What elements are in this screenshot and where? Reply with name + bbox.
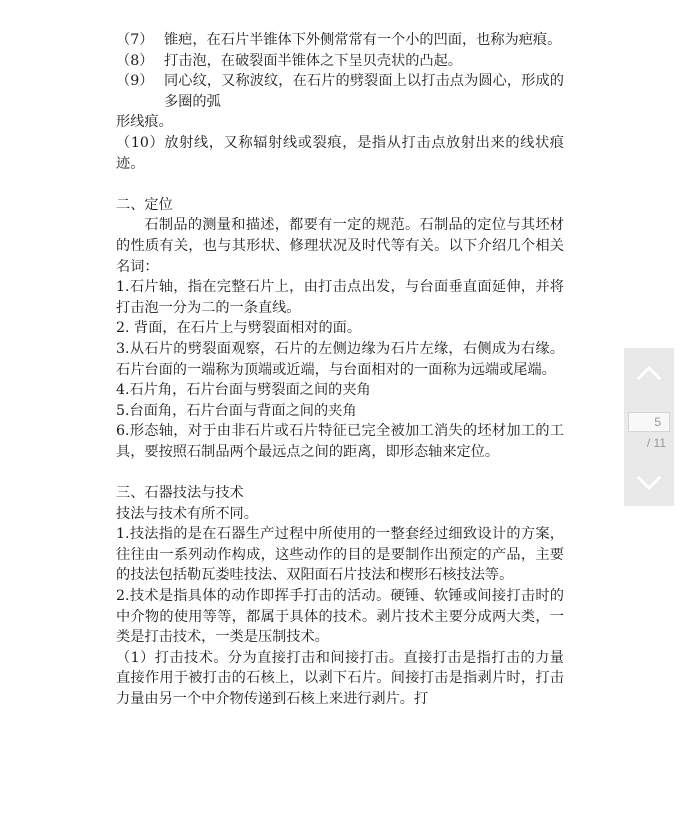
paragraph: 4.石片角，石片台面与劈裂面之间的夹角 [116, 382, 371, 399]
blank-line [116, 174, 564, 195]
total-pages: / 11 [646, 436, 666, 450]
blank-line [116, 462, 564, 483]
paragraph: 二、定位 [116, 196, 173, 213]
chevron-up-icon [636, 365, 662, 381]
paragraph: 2.技术是指具体的动作即挥手打击的活动。硬锤、软锤或间接打击时的中介物的使用等等，都属于具体的技术。剥片技术主要分成两大类，一类是打击技术，一类是压制技术。 [116, 588, 564, 646]
list-item [116, 71, 564, 112]
list-item-number: （8） [116, 52, 154, 69]
paragraph: 5.台面角，石片台面与背面之间的夹角 [116, 402, 357, 419]
current-page-input[interactable]: 5 [628, 412, 670, 432]
list-item-number: （9） [116, 73, 154, 90]
paragraph: 3.从石片的劈裂面观察，石片的左侧边缘为石片左缘，右侧成为右缘。石片台面的一端称为顶端或近端，与台面相对的一面称为远端或尾端。 [116, 340, 564, 378]
paragraph: 技法与技术有所不同。 [116, 505, 258, 522]
paragraph: （10）放射线，又称辐射线或裂痕，是指从打击点放射出来的线状痕迹。 [116, 134, 564, 172]
page-navigator [624, 348, 674, 506]
paragraph: 形线痕。 [116, 114, 173, 131]
list-item-number: （7） [116, 32, 154, 48]
list-item-text: 打击泡，在破裂面半锥体之下呈贝壳状的凸起。 [164, 52, 462, 69]
list-item-text: 同心纹，又称波纹，在石片的劈裂面上以打击点为圆心，形成的多圈的弧 [164, 73, 564, 110]
chevron-down-icon [636, 475, 662, 491]
paragraph: 1.石片轴，指在完整石片上，由打击点出发，与台面垂直面延伸，并将打击泡一分为二的一条直线。 [116, 279, 564, 316]
paragraph: 2. 背面，在石片上与劈裂面相对的面。 [116, 320, 362, 337]
list-item-text: 锥疤，在石片半锥体下外侧常常有一个小的凹面，也称为疤痕。 [164, 32, 562, 48]
paragraph: 三、石器技法与技术 [116, 485, 244, 502]
prev-page-button[interactable] [624, 348, 674, 398]
paragraph: （1）打击技术。分为直接打击和间接打击。直接打击是指打击的力量直接作用于被打击的石核上，以剥下石片。间接打击是指剥片时，打击力量由另一个中介物传递到石核上来进行剥片。打 [116, 649, 564, 707]
document-body [116, 30, 564, 710]
list-item [116, 51, 564, 72]
paragraph: 1.技法指的是在石器生产过程中所使用的一整套经过细致设计的方案，往往由一系列动作构成，这些动作的目的是要制作出预定的产品，主要的技法包括勒瓦娄哇技法、双阳面石片技法和楔形石核技法等。 [116, 526, 564, 584]
next-page-button[interactable] [624, 458, 674, 508]
paragraph: 石制品的测量和描述，都要有一定的规范。石制品的定位与其坯材的性质有关，也与其形状、修理状况及时代等有关。以下介绍几个相关名词： [116, 217, 564, 275]
paragraph: 6.形态轴，对于由非石片或石片特征已完全被加工消失的坯材加工的工具，要按照石制品两个最远点之间的距离，即形态轴来定位。 [116, 423, 564, 460]
list-item [116, 30, 564, 51]
